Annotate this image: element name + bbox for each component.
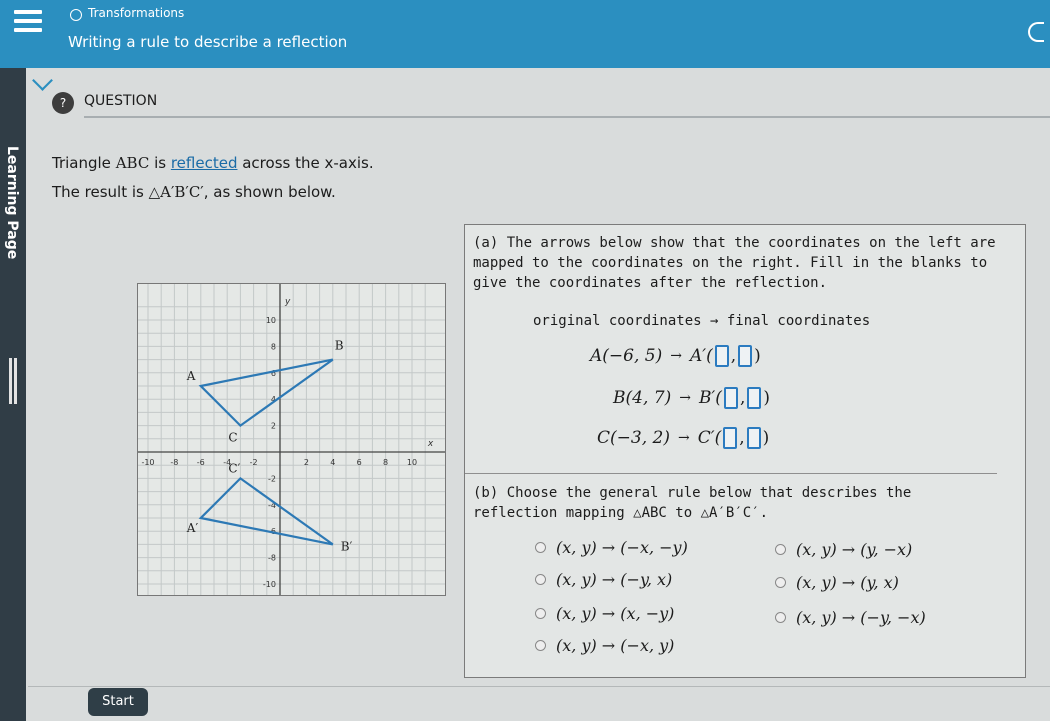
problem-line-2 [52, 178, 374, 207]
c-prime-y-blank[interactable] [747, 427, 761, 449]
y-tick-label: 2 [270, 421, 276, 431]
x-tick-label: 6 [356, 458, 362, 467]
y-tick-label: -2 [268, 474, 276, 484]
image-a: A′( [689, 346, 713, 366]
rule-option-label[interactable]: (x, y) → (−y, −x) [796, 608, 926, 627]
problem-statement [52, 149, 374, 207]
y-tick-label: 6 [270, 368, 276, 378]
rule-option[interactable] [775, 573, 899, 592]
page-title: Writing a rule to describe a reflection [68, 33, 348, 51]
y-tick-label: -8 [268, 553, 276, 563]
problem-line-1 [52, 149, 374, 178]
question-label: QUESTION [84, 93, 158, 109]
part-a-instructions: (a) The arrows below show that the coordinates on the left are mapped to the coordinates on the right. Fill in the blanks to give the coordinates after the reflection. [473, 235, 996, 291]
x-tick-label: -6 [196, 458, 205, 467]
topic-title: Transformations [88, 6, 185, 20]
top-bar [0, 0, 1050, 68]
x-tick-label: 4 [330, 458, 336, 467]
vertex-label-a: A [186, 369, 196, 383]
chevron-down-icon[interactable] [32, 70, 53, 91]
problem-text: Triangle [52, 154, 116, 172]
mapping-row-b: B(4, 7) → B′( , ) [613, 388, 770, 408]
x-tick-label: -10 [141, 458, 155, 467]
radio-button[interactable] [535, 542, 546, 553]
menu-icon[interactable] [14, 8, 42, 34]
vertex-label-c: C [228, 430, 238, 445]
radio-button[interactable] [535, 608, 546, 619]
rule-option[interactable] [535, 636, 674, 655]
coordinate-graph [137, 283, 446, 596]
arrow-icon: → [670, 348, 682, 364]
x-tick-label: 10 [406, 458, 418, 467]
y-tick-label: 10 [265, 316, 276, 325]
mapping-row-a: A(−6, 5) → A′( , ) [590, 346, 761, 366]
start-button[interactable]: Start [88, 688, 148, 716]
arrow-icon: → [679, 390, 691, 406]
mapping-header: original coordinates → final coordinates [533, 313, 871, 329]
rule-option-label[interactable]: (x, y) → (−x, y) [556, 636, 675, 655]
radio-button[interactable] [535, 574, 546, 585]
image-c: C′( [697, 428, 722, 448]
x-tick-label: -4 [223, 458, 232, 467]
rule-option[interactable] [775, 540, 912, 559]
radio-button[interactable] [775, 612, 786, 623]
image-b: B′( [698, 388, 722, 408]
sidebar-handle-icon[interactable] [9, 358, 17, 404]
learning-page-label[interactable]: Learning Page [4, 146, 20, 260]
panel-divider [465, 473, 997, 474]
c-prime-x-blank[interactable] [723, 427, 737, 449]
original-a: A(−6, 5) [590, 346, 663, 366]
y-tick-label: 4 [270, 395, 276, 405]
problem-text: The result is [52, 183, 149, 201]
divider [84, 116, 1050, 118]
y-tick-label: -4 [268, 500, 276, 510]
vertex-label-c-prime: C′ [228, 461, 241, 476]
answer-panel [464, 224, 1026, 678]
x-tick-label: 2 [303, 458, 309, 467]
radio-button[interactable] [775, 577, 786, 588]
y-tick-label: 8 [270, 342, 276, 352]
learning-page-sidebar[interactable] [0, 68, 26, 721]
vertex-label-b: B [334, 338, 344, 353]
a-prime-x-blank[interactable] [715, 345, 729, 367]
radio-button[interactable] [535, 640, 546, 651]
problem-text: across the x-axis. [237, 154, 374, 172]
b-prime-x-blank[interactable] [724, 387, 738, 409]
reflected-link[interactable]: reflected [170, 154, 238, 172]
x-tick-label: -8 [170, 458, 179, 467]
footer-divider [28, 686, 1050, 687]
rule-option[interactable] [535, 538, 688, 557]
rule-option-label[interactable]: (x, y) → (−x, −y) [556, 538, 688, 557]
problem-text: is [149, 154, 171, 172]
mapping-row-c: C(−3, 2) → C′( , ) [597, 428, 770, 448]
rule-option[interactable] [535, 570, 672, 589]
radio-button[interactable] [775, 544, 786, 555]
x-tick-label: -2 [249, 458, 258, 467]
problem-text: , as shown below. [203, 183, 336, 201]
progress-ring-icon[interactable] [1028, 22, 1044, 42]
original-b: B(4, 7) [613, 388, 672, 408]
rule-option[interactable] [775, 608, 926, 627]
rule-option-label[interactable]: (x, y) → (y, −x) [796, 540, 913, 559]
topic-status-icon [70, 9, 82, 21]
vertex-label-a-prime: A′ [186, 521, 199, 535]
y-axis-label: y [285, 297, 291, 308]
x-axis-label: x [427, 439, 434, 449]
a-prime-y-blank[interactable] [738, 345, 752, 367]
image-triangle-label: △A′B′C′ [148, 183, 204, 201]
question-badge: ? [52, 92, 74, 114]
rule-option-label[interactable]: (x, y) → (x, −y) [556, 604, 675, 623]
y-tick-label: -6 [268, 527, 276, 537]
arrow-icon: → [677, 430, 690, 446]
rule-option[interactable] [535, 604, 674, 623]
vertex-label-b-prime: B′ [340, 539, 353, 554]
original-c: C(−3, 2) [597, 428, 670, 448]
graph-canvas [138, 284, 445, 595]
rule-option-label[interactable]: (x, y) → (y, x) [796, 573, 899, 592]
y-tick-label: -10 [262, 580, 276, 589]
b-prime-y-blank[interactable] [747, 387, 761, 409]
part-b-instructions: (b) Choose the general rule below that describes the reflection mapping △ABC to △A′B′C′. [473, 485, 912, 521]
triangle-label: ABC [115, 154, 150, 172]
rule-option-label[interactable]: (x, y) → (−y, x) [556, 570, 673, 589]
x-tick-label: 8 [383, 458, 389, 467]
